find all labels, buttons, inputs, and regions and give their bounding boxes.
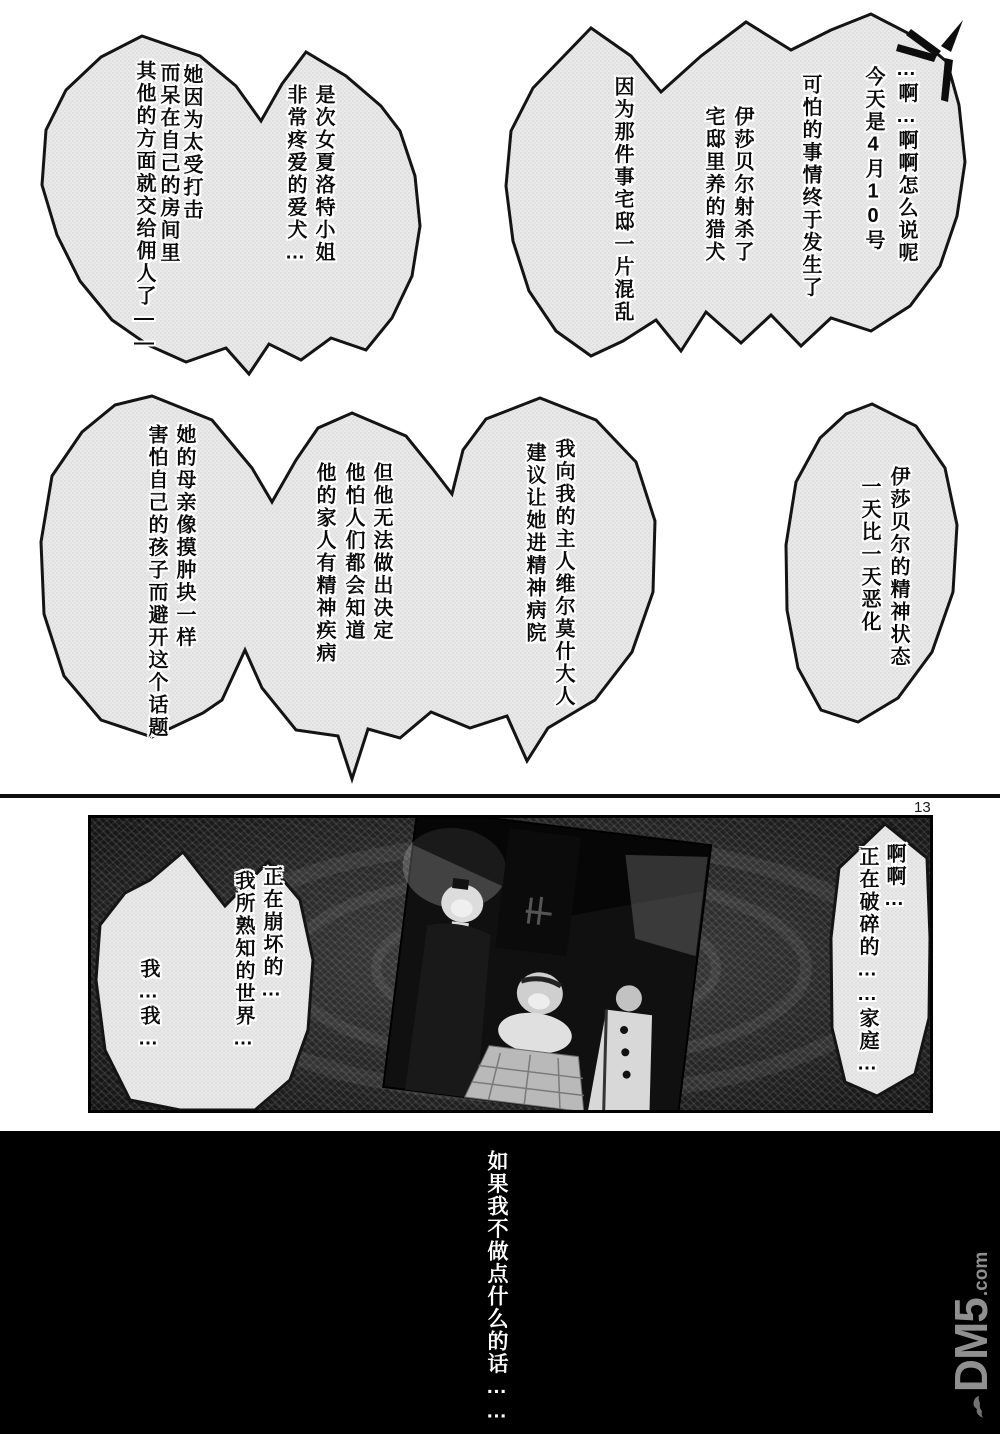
speech-text: 可怕的事情终于发生了 — [799, 74, 821, 299]
speech-text: 建议让她进精神病院 — [523, 442, 545, 645]
speech-text: 是次女夏洛特小姐 — [312, 84, 334, 264]
narration-text: 如果我不做点什么的话…… — [485, 1150, 508, 1424]
story-panel-art — [91, 818, 930, 1110]
speech-text: 今天是4月10号 — [862, 66, 884, 252]
watermark-brand: DM5 — [945, 1298, 997, 1393]
speech-text: 非常疼爱的爱犬… — [284, 84, 306, 266]
family-portrait-photo — [375, 818, 711, 1110]
speech-text: 他怕人们都会知道 — [342, 462, 364, 642]
speech-text: 我…我… — [137, 958, 159, 1052]
page-number: 13 — [914, 799, 931, 816]
speech-bubble-row1-left — [42, 36, 420, 374]
speech-text: 宅邸里养的猎犬 — [702, 106, 724, 264]
speech-text: 害怕自己的孩子而避开这个话题 — [145, 424, 167, 739]
speech-text: 一天比一天恶化 — [858, 476, 880, 634]
speech-text: 伊莎贝尔的精神状态 — [887, 466, 909, 669]
speech-text: 他的家人有精神疾病 — [313, 462, 335, 665]
speech-text: 啊啊… — [883, 843, 905, 913]
dm5-horse-icon — [969, 1394, 987, 1420]
watermark-dm5 — [945, 1241, 1000, 1431]
speech-text: 但他无法做出决定 — [370, 462, 392, 642]
story-panel — [88, 815, 933, 1113]
speech-text: …啊…啊啊怎么说呢 — [895, 58, 917, 265]
speech-text: 伊莎贝尔射杀了 — [731, 106, 753, 264]
speech-text: 她因为太受打击 — [180, 64, 202, 222]
watermark-suffix: .com — [971, 1251, 992, 1297]
speech-text: 我向我的主人维尔莫什大人 — [552, 438, 574, 708]
speech-text: 正在崩坏的… — [260, 866, 282, 1003]
speech-text: 我所熟知的世界… — [232, 870, 254, 1052]
speech-text: 她的母亲像摸肿块一样 — [173, 424, 195, 649]
speech-text: 因为那件事宅邸一片混乱 — [611, 76, 633, 324]
speech-text: 其他的方面就交给佣人了—— — [133, 60, 155, 357]
speech-text: 而呆在自己的房间里 — [157, 62, 179, 265]
speech-text: 正在破碎的……家庭… — [856, 846, 878, 1077]
